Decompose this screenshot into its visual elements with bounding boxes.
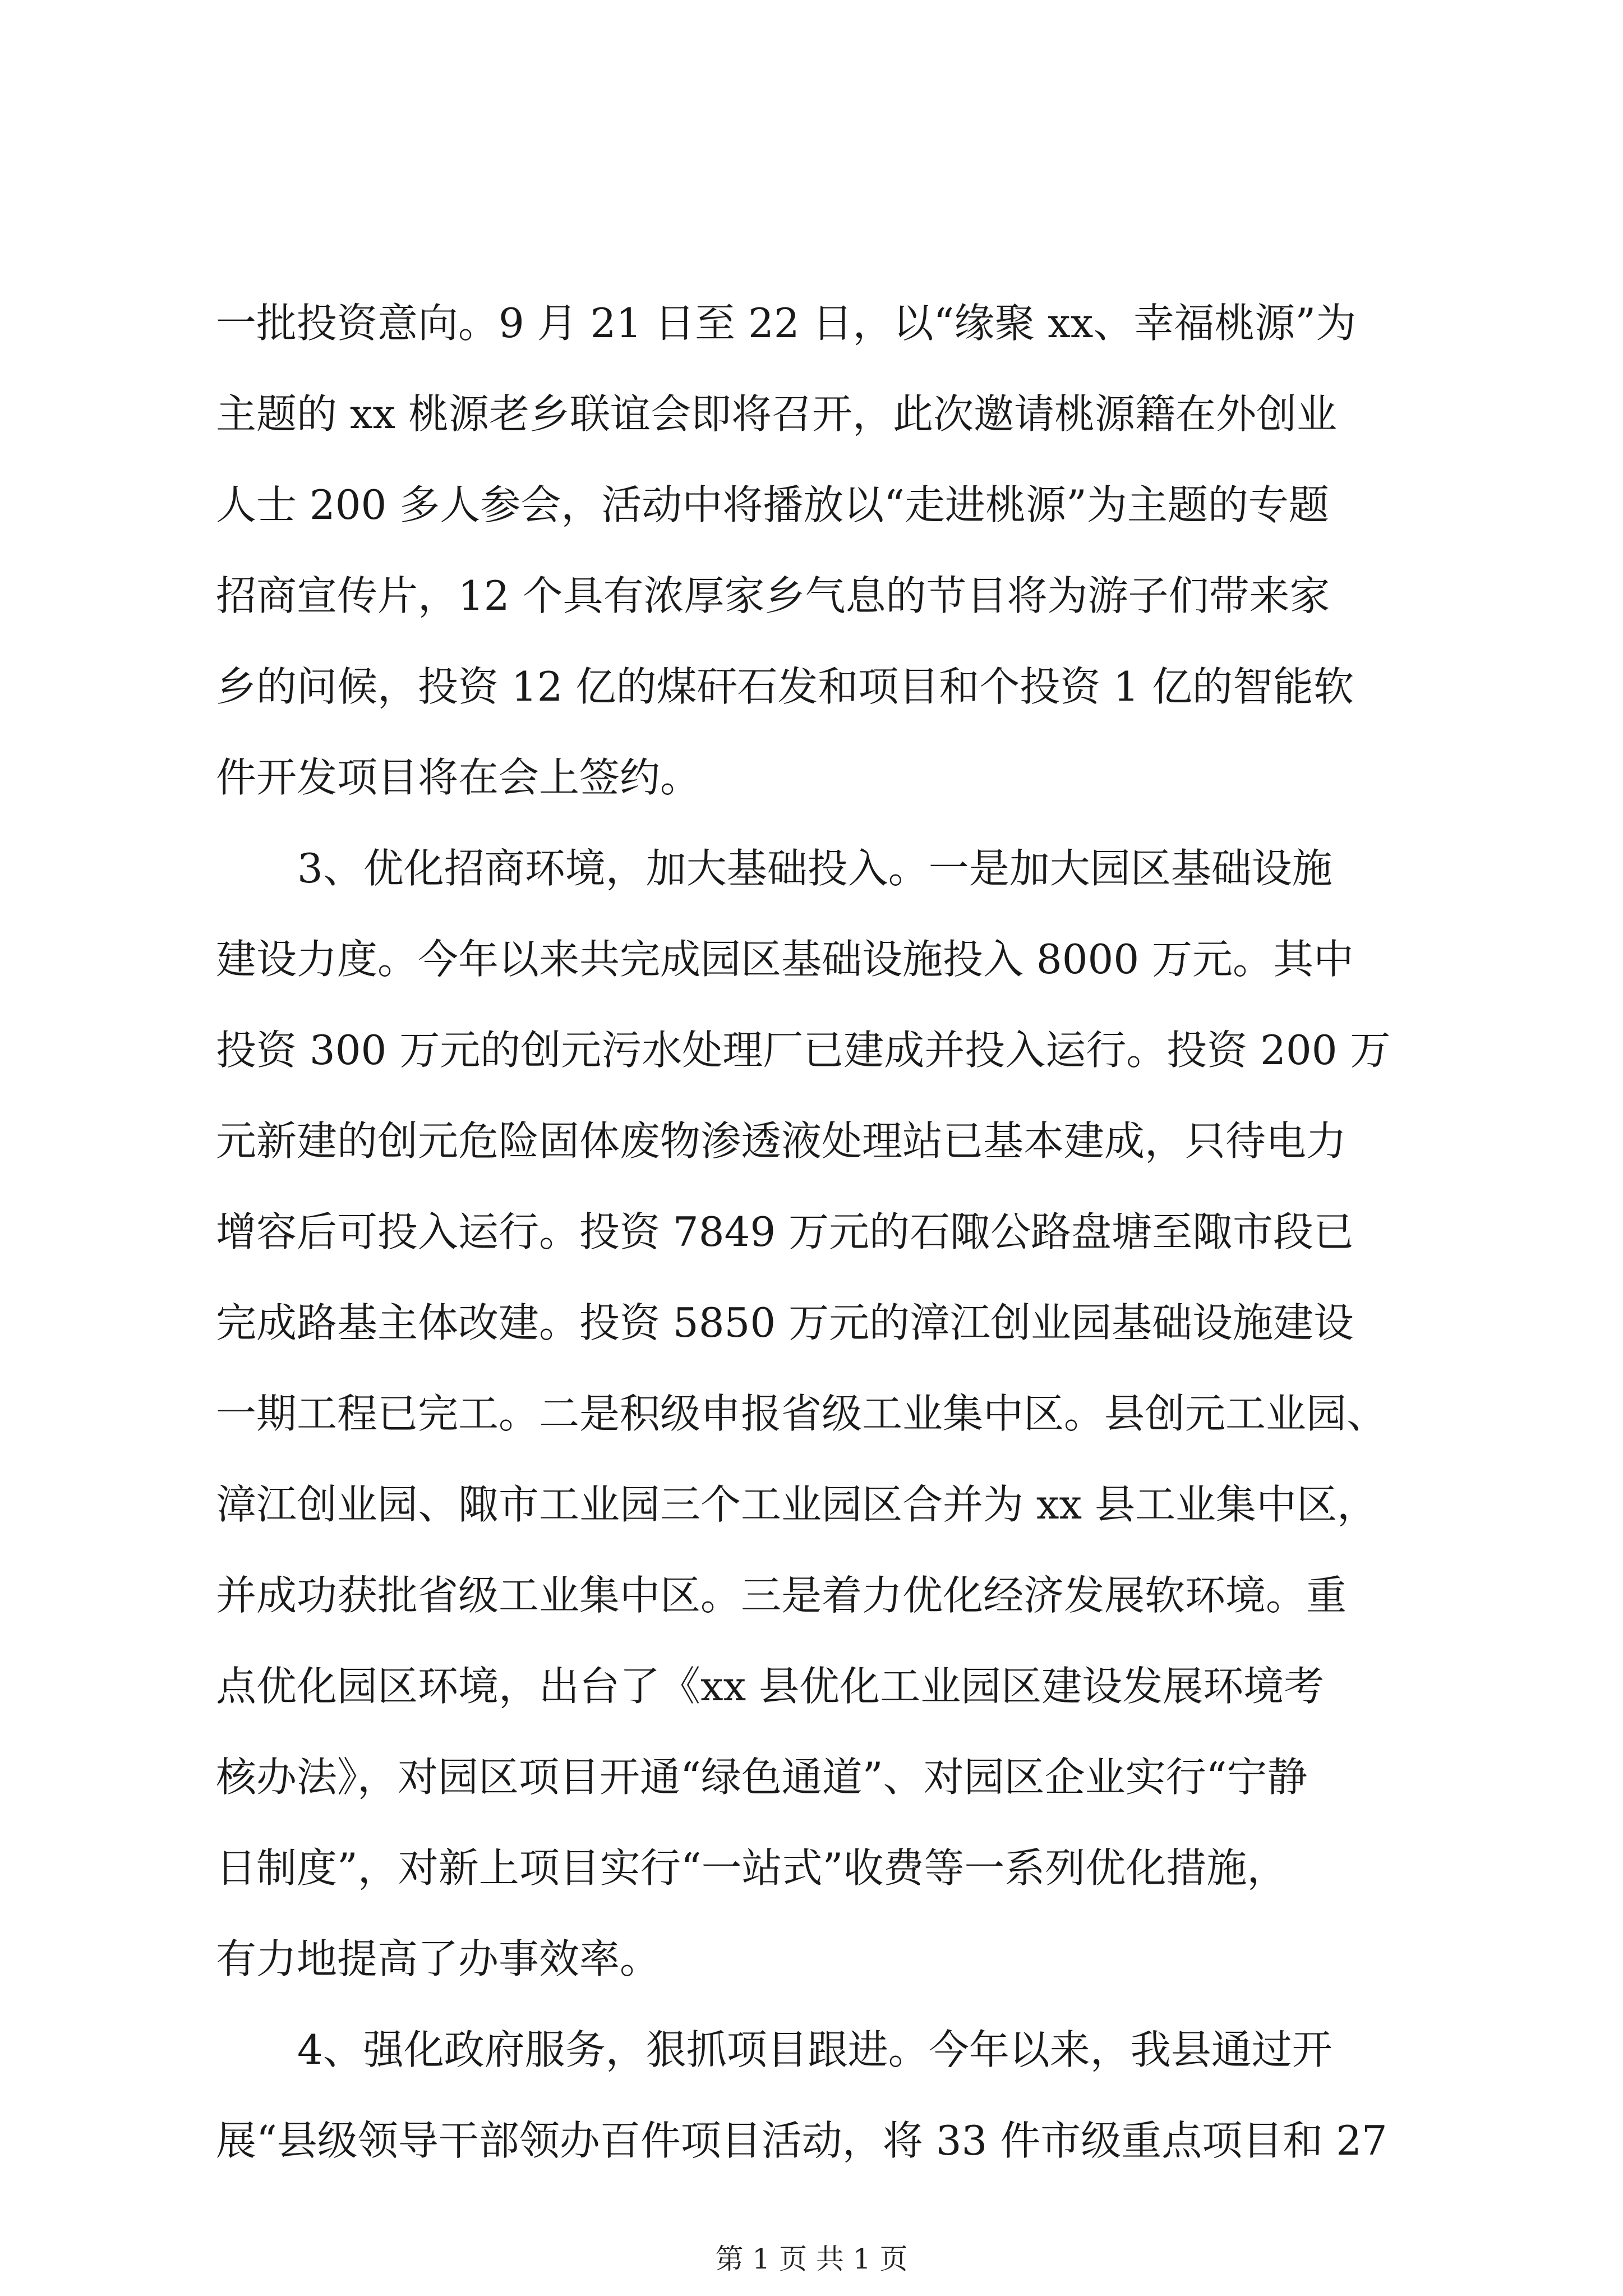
- text-line: 有力地提高了办事效率。: [216, 1935, 661, 1982]
- paragraph-heading-3: 3、优化招商环境，加大基础投入。一是加大园区基础设施: [297, 845, 1332, 892]
- text-line: 展“县级领导干部领办百件项目活动，将 33 件市级重点项目和 27: [216, 2117, 1387, 2164]
- paragraph-heading-4: 4、强化政府服务，狠抓项目跟进。今年以来，我县通过开: [297, 2026, 1332, 2073]
- text-line: 漳江创业园、陬市工业园三个工业园区合并为 xx 县工业集中区，: [216, 1481, 1377, 1528]
- text-line: 人士 200 多人参会，活动中将播放以“走进桃源”为主题的专题: [216, 481, 1329, 528]
- text-line: 点优化园区环境，出台了《xx 县优化工业园区建设发展环境考: [216, 1663, 1325, 1710]
- text-line: 核办法》，对园区项目开通“绿色通道”、对园区企业实行“宁静: [216, 1754, 1308, 1801]
- text-line: 招商宣传片，12 个具有浓厚家乡气息的节目将为游子们带来家: [216, 572, 1330, 619]
- text-line: 一期工程已完工。二是积级申报省级工业集中区。县创元工业园、: [216, 1390, 1387, 1437]
- text-line: 主题的 xx 桃源老乡联谊会即将召开，此次邀请桃源籍在外创业: [216, 390, 1337, 438]
- text-line: 增容后可投入运行。投资 7849 万元的石陬公路盘塘至陬市段已: [216, 1208, 1354, 1255]
- text-line: 一批投资意向。9 月 21 日至 22 日，以“缘聚 xx、幸福桃源”为: [216, 300, 1357, 347]
- text-line: 并成功获批省级工业集中区。三是着力优化经济发展软环境。重: [216, 1572, 1347, 1619]
- page-footer: 第 1 页 共 1 页: [715, 2243, 908, 2275]
- text-line: 件开发项目将在会上签约。: [216, 754, 701, 801]
- text-line: 建设力度。今年以来共完成园区基础设施投入 8000 万元。其中: [216, 936, 1354, 983]
- text-line: 投资 300 万元的创元污水处理厂已建成并投入运行。投资 200 万: [216, 1027, 1391, 1074]
- text-line: 元新建的创元危险固体废物渗透液处理站已基本建成，只待电力: [216, 1117, 1347, 1165]
- text-line: 乡的问候，投资 12 亿的煤矸石发和项目和个投资 1 亿的智能软: [216, 663, 1354, 710]
- text-line: 完成路基主体改建。投资 5850 万元的漳江创业园基础设施建设: [216, 1299, 1354, 1346]
- text-line: 日制度”，对新上项目实行“一站式”收费等一系列优化措施，: [216, 1844, 1288, 1892]
